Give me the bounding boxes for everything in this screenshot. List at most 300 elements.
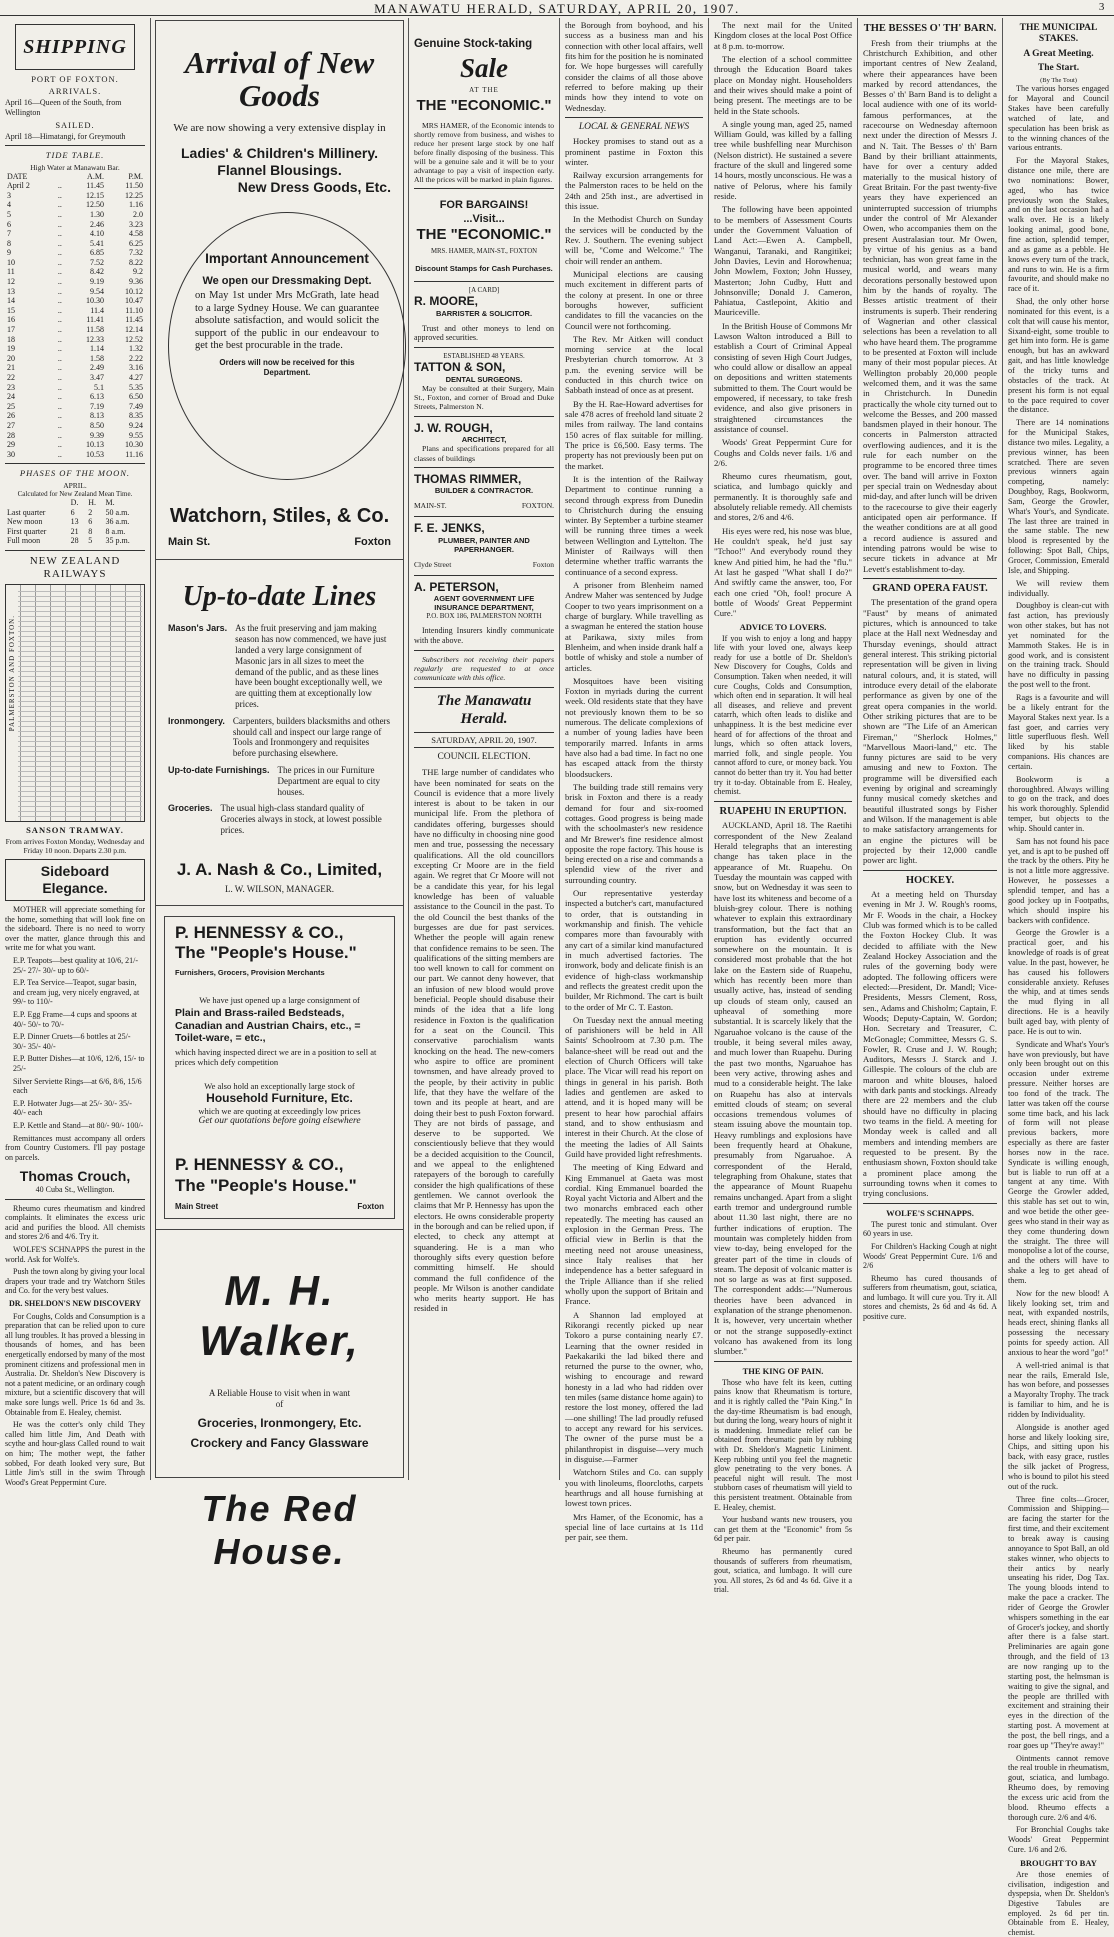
moon-row [5,527,145,537]
peterson-sub: AGENT GOVERNMENT LIFE INSURANCE DEPARTMENT, [433,594,535,613]
stakes-paragraph: Now for the new blood! A likely looking set, trim and neat, with expanded nostrils, heads erect, shining flanks all possessing the necessary points for speedy action. All anxious to hear the word "go!" [1008,1288,1109,1357]
stakes-paragraph: Ointments cannot remove the real trouble in rheumatism, gout, sciatica, and lumbago. Rheumo does, by removing the excess uric acid from the blood. Rheumo effects a thorough cure. 2/6 and 4/6. [1008,1753,1109,1822]
uptodate-item-label: Mason's Jars. [168,623,228,634]
railways-title: NEW ZEALAND RAILWAYS [29,554,121,581]
rimmer-sub: BUILDER & CONTRACTOR. [434,486,534,496]
economic-address: MRS. HAMER, MAIN-ST., FOXTON [430,247,538,255]
news-item: Rheumo cures rheumatism, gout, sciatica, and lumbago quickly and permanently. It is thoroughly safe and absolutely reliable remedy. All chemists and stores, 2/6 and 4/6. [714,471,852,523]
tide-row [5,181,145,191]
timetable-row-line [18,696,142,697]
hennessy-street: Main Street [175,1202,219,1212]
king-of-pain-text: Those who have felt its keen, cutting pains know that Rheumatism is torture, and it is rightly called the "Pain King." In the day-time Rheumatism is bad enough, but during the long, weary hours of night it is maddening. Immediate relief can be obtained from rheumatic pain by rubbing with Dr. Sheldon's Magnetic Liniment. Keep rubbing until you feel the magnetic glow penetrating to the very bones. A peaceful night will result. The most stubborn cases of rheumatism will yield to this persistent treatment. Obtainable from E. Healey, chemist. [714,1377,852,1512]
local-news-item: In the Methodist Church on Sunday the services will be conducted by the Rev. J. Southern. The evening subject will be, "Come and Welcome." The choir will render an anthem. [565,214,703,266]
timetable-row-line [18,801,142,802]
tide-cell: 11.45 [86,181,104,191]
moon-row [5,508,145,518]
timetable-row-line [18,711,142,712]
local-news-item: The building trade still remains very brisk in Foxton and there is a ready demand for four and six-roomed cottages. Good progress is being made with the schoolmaster's new residence and Mr Brewer's fine residence almost opposite the rope factory. This house is being erected on a rise and commands a splendid view of the river and surrounding country. [565,781,703,885]
tide-cell: 9.24 [129,420,143,430]
tide-row [5,200,145,210]
king-of-pain-heading: THE KING OF PAIN. [742,1365,824,1376]
tide-cell: 4 [7,200,11,210]
crouch-address: 40 Cuba St., Wellington. [35,1185,115,1195]
stakes-paragraph: Bookworm is a thoroughbred. Always willing to go on the track, and does his work thoroughly. Splendid temper, but objects to the whip. Should canter in. [1008,774,1109,833]
tide-cell: 11.4 [90,305,104,315]
col1-misc-paragraph: Push the town along by giving your local drapers your trade and try Watchorn Stiles and Co. for the very best values. [5,1267,145,1296]
tide-cell: 10 [7,257,15,267]
walker-title: M. H. Walker, [199,1266,360,1365]
uptodate-item [168,803,391,835]
timetable-row-line [18,706,142,707]
news-item: Woods' Great Peppermint Cure for Coughs and Colds never fails. 1/6 and 2/6. [714,437,852,468]
hennessy-ad [164,916,395,1219]
tide-cell: 1.16 [129,200,143,210]
jenks-town: Foxton [532,559,554,569]
timetable-row-line [18,626,142,627]
tide-cell: 10.30 [85,296,104,306]
besses-text: Fresh from their triumphs at the Christchurch Exhibition, and other important centres of New Zealand, where their appearances have been marked by record attendances, the Besses o' th' Barn Band is to delight a local audience with one of its world-famous performances, at the racecourse on Wednesday afternoon next under the direction of Messrs J. and N. Tait. The Besses o' th' Barn Band by their brilliant attainments, have for over a century added materially to the musical history of Great Britain. For the past twenty-five years they have experienced an uninterrupted succession of triumphs under the control of Mr Alexander Owen, who accompanies them on the present Australasian tour. Mr Owen, by virtue of his genius as a band technician, has won great fame in the musical world, and wears many decorations personally bestowed upon him by the hands of royalty. The Besses artistic treatment of their instruments is superb. Their rendering of Wagnerian and other classical selections has been a revelation to all who have heard them. The programme to be presented at Foxton will include many of their most popular pieces. At Wellington probably 20,000 people welcomed them, and it was the same in Christchurch. In Dunedin practically the whole city turned out to welcome the Besses, and 200 massed bandsmen played in their honour. The concerts in Palmerston attracted overflowing audiences, and it is the rule for each number on the programme to be encored three times over. The band will arrive in Foxton per special train on Wednesday about mid-day, and after lunch will be driven to the racecourse to give their eagerly anticipated open air performance. If the weather conditions are at all good a record audience is assured and intending patrons would be wise to secure tickets in advance at Mr Levett's establishment to-day. [863,37,997,574]
tide-cell: 7.49 [129,401,143,411]
announcement-sub: We open our Dressmaking Dept. [202,274,372,287]
tide-cell: 2.49 [89,363,104,373]
news-item: A single young man, aged 25, named William Gould, was killed by a falling tree while bushfelling near Murchison (Nelson district). He sustained a severe fracture of the skull and lingered some 14 hours, mostly unconscious. He was a native of Pelorus, where his family reside. [714,118,852,201]
walker-sub: A Reliable House to visit when in want of [208,1388,351,1410]
great-meeting: A Great Meeting. [1023,48,1094,59]
tide-cell: 6.50 [129,392,143,402]
sale-title: Sale [459,52,508,83]
tide-row [5,402,145,412]
column-5 [709,18,857,1595]
tide-cell: 4.27 [129,373,143,382]
tide-cell: .. [57,325,62,335]
timetable-row-line [18,771,142,772]
tide-header-cell [53,172,67,182]
timetable-row-line [18,726,142,727]
tide-cell: .. [57,219,62,229]
tide-cell: 24 [7,392,15,402]
tide-cell: 10.53 [85,449,104,459]
moon-cell: 8 a.m. [105,526,126,536]
local-news-item: Railway excursion arrangements for the Palmerston races to be held on the 24th and 25th inst., are advertised in this issue. [565,170,703,212]
tide-header-cell: DATE [7,171,28,181]
timetable-row-line [18,746,142,747]
red-house: The Red House. [201,1487,358,1572]
timetable-row-line [18,811,142,812]
tide-row [5,229,145,239]
tide-cell: 2.46 [89,219,104,229]
tide-cell: 12 [7,277,15,287]
timetable-row-line [18,616,142,617]
tide-header-cell: A.M. [87,171,104,181]
local-news-item: By the H. Rae-Howard advertises for sale 478 acres of freehold land situate 2 miles from railway. The land contains 150 acres of flax suitable for milling. The price is £6,500. Easy terms. The property has not previously been put on the market. [565,398,703,471]
tide-row [5,411,145,421]
tide-cell: 6.25 [129,238,143,248]
stakes-paragraph: There are 14 nominations for the Municipal Stakes, distance two miles. Legality, a previous winner, has been scratched. There are seven previous winners again competing, namely: Doughboy, Rags, Bookworm, Sam, George the Growler, What's Your's, and Syndicate. The last three are trained in the same stable. The new blood is represented by the following: Spot Ball, Chips, Grocer, Commission, Emerald Isle, and Shipping. [1008,418,1109,575]
stakes-paragraph: Shad, the only other horse nominated for this event, is a colt that will cause his mentor, Sixand-eight, some trouble to get him into form. He is game enough, but has an awkward gait, and has little knowledge of the tricky turns and obstacles of the track. At present his form is not equal to the pace required to cover the distance. [1008,297,1109,415]
timetable-row-line [18,646,142,647]
tide-cell: 19 [7,344,15,354]
local-news-item: A Shannon lad employed at Rikorangi recently picked up near Tokoro a purse containing nearly £7. Learning that the owner resided in Paekakariki the lad biked there and returned the purse to the owner, who, wishing to encourage and reward honesty in a lad who had ridden over ten miles (same distance home again) to restore the lost money, offered the lad—one shilling! The lad proudly refused to accept any reward for his services. The owner of the purse must be a philanthropist in disguise—very much in disguise.—Farmer [565,1309,703,1464]
tide-cell: 12.33 [85,334,104,344]
hennessy-sub: Furnishers, Grocers, Provision Merchants [175,967,325,977]
tide-cell: 8.13 [89,411,104,421]
tide-cell: 8.50 [89,420,104,430]
moon-note: Calculated for New Zealand Mean Time. [17,489,133,498]
brought-text: Are those enemies of civilisation, indigestion and dyspepsia, when Dr. Sheldon's Digestive Tabules are employed. 2s 6d per tin. Obtainable from E. Healey, chemist. [1008,1870,1109,1937]
timetable-row-line [18,701,142,702]
tide-row [5,440,145,450]
tide-row [5,267,145,277]
line-flannel: Flannel Blousings. [217,162,342,179]
get-quotations: Get our quotations before going elsewhere [198,1115,361,1126]
subscribers-note: Subscribers not receiving their papers regularly are requested to at once communicate with this office. [414,654,554,683]
local-news-item: Municipal elections are causing much excitement in different parts of the colony at present. In one or three boroughs however, sufficient candidates to fill the vacancies on the Council were not forthcoming. [565,268,703,331]
local-news-item: Watchorn Stiles and Co. can supply you with linoleums, floorcloths, carpets hearthrugs and all house furnishing at lowest town prices. [565,1467,703,1509]
tide-cell: 9.55 [129,430,143,440]
uptodate-item [168,765,391,797]
tide-cell: 2.0 [133,209,143,219]
hennessy-bold: Plain and Brass-railed Bedsteads, Canadian and Austrian Chairs, etc., = Toilet-ware, = etc., [175,1006,361,1045]
tide-cell: .. [57,277,62,287]
tide-cell: 6.13 [89,392,104,402]
timetable-row-line [18,676,142,677]
jenks-addr: Clyde Street [414,559,452,569]
local-news-item: It is the intention of the Railway Department to continue running a second through express from Dunedin to Christchurch during the ensuing winter. By September a turbine steamer will be running three times a week between Wellington and Lyttelton. The Minister of Railways will then determine whether traffic warrants the continuance of a second express. [565,473,703,577]
wolfe-text: The purest tonic and stimulant. Over 60 years in use. [863,1219,997,1239]
tide-cell: .. [57,286,62,296]
tide-cell: 12.14 [125,325,143,335]
tide-cell: 8.35 [129,411,143,421]
sideboard-item: E.P. Teapots—best quality at 10/6, 21/- 25/- 27/- 30/- up to 60/- [13,956,139,975]
timetable-row-line [18,736,142,737]
opera-text: The presentation of the grand opera "Faust" by means of animated pictures, which is announced to take place at the Hall next Wednesday and Thursday evenings, should attract general interest. This striking pictorial representation will be given in living natural colours, and, it is stated, will introduce every detail of the elaborate performance as given by one of the great opera companies in the world. Other striking pictures that are to be shown are "The Life of an American Fireman," "Sherlock Holmes," "Marvellous Maori-land," etc. The funny pictures are said to be very amusing and new to Foxton. The programme will be diversified each evening by original and screamingly funny musical comedy sketches and beautiful illustrated songs by Fisher and Wilson. If the management is able to make satisfactory arrangements for an engine the pictures will be projected by their 12,000 candle power arc light. [863,597,997,866]
moon-cell: 8 [88,526,93,536]
hennessy-body1: We have just opened up a large consignment of [199,994,360,1005]
besses-heading: THE BESSES O' TH' BARN. [863,23,997,34]
tide-cell: 12.25 [125,190,143,200]
tide-cell: 8.22 [129,257,143,267]
brought-heading: BROUGHT TO BAY [1020,1858,1097,1869]
tide-cell: .. [57,267,62,277]
local-news-item: Hockey promises to stand out as a prominent pastime in Foxton this winter. [565,136,703,167]
tide-cell: 10.47 [125,296,143,306]
moon-cell: 2 [88,507,93,517]
rough-name: J. W. ROUGH, [414,420,493,435]
tide-row [5,363,145,373]
news-item: His eyes were red, his nose was blue, He couldn't speak, he'd just say "Tchoo!" And everybody round they knew And pitied him, he had the "flu." At last he gasped "What shall I do?" And swiftly came the answer, too, For each one cried "Oh, fool! procure A bottle of Woods' Great Peppermint Cure." [714,525,852,619]
tide-cell: 10.12 [125,286,143,296]
tide-table [5,172,145,460]
hennessy-name-2: P. HENNESSY & CO., [175,1155,344,1175]
tide-cell: 3.23 [129,219,143,229]
hennessy-name: P. HENNESSY & CO., [175,922,344,942]
tide-cell: .. [57,181,62,191]
tide-cell: .. [57,449,62,459]
tide-row [5,325,145,335]
timetable-row-line [18,761,142,762]
stakes-paragraph: A well-tried animal is that near the rails, Emerald Isle, has won before, and possesses a Mayoralty Trophy. The track is familiar to him, and he is ridden by Individuality. [1008,1360,1109,1419]
timetable-row-line [18,776,142,777]
timetable-row-line [18,741,142,742]
tide-cell: .. [57,382,62,392]
moon-cell: 6 [88,517,93,527]
moon-header-cell [5,498,69,508]
port-heading: PORT OF FOXTON. [31,74,119,84]
tide-cell: 10.30 [125,440,143,450]
tide-cell: .. [57,305,62,315]
tide-cell: .. [57,200,62,210]
timetable-row-line [18,796,142,797]
uptodate-item-text: As the fruit preserving and jam making season has now commenced, we have just landed a very large consignment of Masonic jars in all sizes to meet the demand of the public, and as these lines have been bought exceptionally well, we are quitting them at exceptionally low prices. [235,623,387,710]
stakes-paragraph: Rags is a favourite and will be a likely entrant for the Mayoral Stakes next year. Is a fast goer, and carries very little superfluous flesh. Well liked by his stable companions. His chances are certain. [1008,692,1109,771]
moon-cell: 28 [70,536,79,546]
tide-cell: 9.2 [133,267,143,277]
timetable-row-line [18,641,142,642]
arrival-entry: April 16—Queen of the South, from Wellington [5,98,122,117]
stakes-paragraph: For the Mayoral Stakes, distance one mile, there are two nominations: Bower, aged, who has twice previously won the Stakes, and on the last occasion had a walk over. He is a likely looking animal, good bone, fine action, splendid temper, and as game as a pebble. He knows every turn of the track, and runs to win. He is a firm favourite, and should make no race of it. [1008,156,1109,294]
timetable-row-line [18,601,142,602]
railway-timetable [5,584,145,822]
tide-cell: 11.41 [86,315,104,325]
local-news-item: The meeting of King Edward and King Emmanuel at Gaeta was most cordial. King Emmanuel boarded the Royal yacht Victoria and Albert and the two monarchs embraced each other repeatedly. The meeting has caused an explosion in the German Press. The official view in Berlin is that the meeting need not arouse uneasiness, since Italy realises that her independence has a better safeguard in the Triple Alliance than if she relied wholly upon the support of Britain and France. [565,1162,703,1307]
firm-street: Main St. [168,535,211,548]
sideboard-item: E.P. Hotwater Jugs—at 25/- 30/- 35/- 40/- each [13,1098,132,1118]
moon-cell: 21 [70,526,79,536]
line-dress: New Dress Goods, Etc. [237,178,391,195]
stakes-paragraph: For Bronchial Coughs take Woods' Great Peppermint Cure. 1/6 and 2/6. [1008,1825,1109,1855]
tide-cell: .. [57,392,62,402]
tide-cell: .. [57,363,62,373]
sideboard-item: E.P. Butter Dishes—at 10/6, 12/6, 15/- to 25/- [13,1054,145,1073]
economic-title-2: THE "ECONOMIC." [416,225,552,243]
tide-cell: 11.16 [125,449,143,459]
timetable-row-line [18,791,142,792]
timetable-row-line [18,716,142,717]
showing-text: We are now showing a very extensive display in [173,122,386,135]
moon-header-cell: D. [70,497,79,507]
hockey-heading: HOCKEY. [905,874,955,886]
advice-heading: ADVICE TO LOVERS. [739,621,827,632]
timetable-row-line [18,661,142,662]
uptodate-item-text: The prices in our Furniture Department are equal to city houses. [277,765,380,797]
stakes-paragraph: Sam has not found his pace yet, and is apt to be pushed off the track by the others. Pity he is not a little more aggressive. However, he possesses a splendid temper, and has a good jockey up in Footpaths, which should inspire his backers with confidence. [1008,836,1109,925]
herald-date: SATURDAY, APRIL 20, 1907. [431,734,537,745]
tide-row [5,383,145,393]
council-article: THE large number of candidates who have been nominated for seats on the Council is evidence that a more lively interest is about to be taken in our municipal life. From the plethora of candidates offering, burgesses should have no difficulty in choosing nine good men and true, possessing the necessary qualifications. All the old councillors excepting Cr Moore are in the field again. We regret that Cr Moore will not be a candidate this year, for his legal knowledge has been of valuable assistance to the Council in the past. To the old Council the best thanks of the burgesses are due for past services. Whether the people will again renew that confidence remains to be seen. The qualifications of the sitting members are too well known to call for comment on our part. We cannot deny however, that an infusion of new blood would prove beneficial. People should disabuse their minds of the idea that a life long residence in Foxton is the qualification for a seat on the Council. This conservative parochialism wants knocking on the head. The new-comers who aspire to office are prominent townsmen, and have already proved to the people, by their activity in public life, that they have the welfare of the town and its people at heart, and are doing their best to push Foxton forward. They are not birds of passage, and deserve to be supported. We conscientiously believe that they would be a decided acquisition to the Council, and we appeal to the enlightened ratepayers of the borough to carefully consider the high qualifications of these gentlemen. We cannot overlook the claims that Mr P. Hennessy has upon the electors. He owns considerable property in the borough and can be relied upon, if elected, to check any attempt at squandering. He is a man who thoroughly sifts every question before committing himself. He should command the full confidence of the people. Mr Wilson is another candidate who merits hearty support. He has resided in [414,767,554,1314]
visit: ...Visit... [463,212,505,225]
local-news-item: Mosquitoes have been visiting Foxton in myriads during the current week. Old residents state that they have not previously known them to be so numerous. The delicate complexions of a number of young ladies have been temporarily marred. Infants in arms have also had a bad time. In fact no one has escaped attack from the thirsty bloodsuckers. [565,675,703,779]
tide-cell: 14 [7,296,15,306]
tatton-sub: DENTAL SURGEONS. [445,374,523,384]
at-the: AT THE [469,86,499,95]
tide-cell: .. [57,430,62,440]
tide-row [5,277,145,287]
hennessy-body2: which having inspected direct we are in a position to sell at prices which defy competition [175,1046,377,1067]
railway-section-label: PALMERSTON AND FOXTON. [8,615,16,732]
tide-cell: 6 [7,219,11,229]
column-6 [858,18,1002,1480]
timetable-row-line [18,671,142,672]
tide-cell: 7.32 [129,248,143,258]
tide-title: TIDE TABLE. [45,150,105,161]
col1-misc-paragraph: Rheumo cures rheumatism and kindred complaints. It eliminates the excess uric acid and purifies the blood. All chemists and stores 2/6 and 4/6. Try it. [5,1203,145,1242]
news-item: In the British House of Commons Mr Lawson Walton introduced a Bill to establish a Court of Criminal Appeal consisting of seven High Court Judges, who could allow or disallow an appeal on depositions and written statements submitted to them. The Court would be empowered, if necessary, to take fresh evidence, and also give prisoners in straightened circumstances the assistance of counsel. [714,320,852,434]
tide-cell: 28 [7,430,15,440]
moore-name: R. MOORE, [414,294,479,309]
hennessy-body4: which we are quoting at exceedingly low prices [198,1105,361,1116]
tide-cell: 11 [7,267,15,277]
tatton-name: TATTON & SON, [414,360,506,375]
moon-month: APRIL. [63,480,87,490]
rheumo-ad: Rheumo has permanently cured thousands of sufferers from rheumatism, gout, sciatica, and lumbago. It will cure you. All stores, 2s 6d and 4s 6d. Give it a trial. [714,1546,852,1595]
tramway-title: SANSON TRAMWAY. [26,825,124,836]
timetable-row-line [18,766,142,767]
peoples-house-2: The "People's House." [175,1175,357,1195]
tide-cell: 9.36 [129,277,143,287]
tide-cell: 25 [7,401,15,411]
tide-cell: 9.19 [89,277,104,287]
tide-cell: 11.50 [125,181,143,191]
masthead-title: MANAWATU HERALD, SATURDAY, APRIL 20, 1907. [374,1,740,16]
column-3 [409,18,559,1480]
moon-cell: New moon [7,517,43,527]
moon-header-cell: H. [88,497,96,507]
tide-row [5,335,145,345]
tide-cell: 3.16 [129,363,143,373]
moon-cell: 50 a.m. [105,507,130,517]
tide-cell: .. [57,248,62,258]
uptodate-item [168,623,391,709]
local-news-item: On Tuesday next the annual meeting of parishioners will be held in All Saints' Schoolroom at 7.30 p.m. The balance-sheet will be read out and the election of Church Officers will take place. The Vicar will read his report on things in general in his parish. Both ladies and gentlemen are asked to attend, and it is hoped many will be present to hear how parochial affairs stand, and to show enthusiasm and interest in their Church. At the close of the meeting the ladies of All Saints Guild have provided light refreshments. [565,1014,703,1159]
col1-misc-paragraph: WOLFE'S SCHNAPPS the purest in the world. Ask for Wolfe's. [5,1245,145,1264]
moon-cell: 35 p.m. [105,536,130,546]
moon-row [5,536,145,546]
uptodate-title: Up-to-date Lines [182,580,377,612]
moon-row [5,517,145,527]
rheumo-ad-2: Rheumo has cured thousands of sufferers from rheumatism, gout, sciatica, and lumbago. It will cure you. Try it. All stores and chemists, 2s 6d and 4s 6d. A positive cure. [863,1273,997,1322]
timetable-row-line [18,611,142,612]
ad-watchorn [155,20,404,1572]
tide-cell: .. [57,257,62,267]
tide-cell: 8 [7,238,11,248]
timetable-row-line [18,631,142,632]
local-news-item: A prisoner from Blenheim named Andrew Maher was sentenced by Judge Cooper to two years imprisonment on a charge of burglary. While travelling as a swagman he entered the station house at Parikawa, sixty miles from Blenheim, and when inside drank half a bottle of whisky and stole a number of articles. [565,580,703,673]
tide-row [5,373,145,383]
tide-cell: 12.50 [85,200,104,210]
rimmer-name: THOMAS RIMMER, [414,471,522,486]
rough-body: Plans and specifications prepared for all classes of buildings [414,444,554,463]
opera-heading: GRAND OPERA FAUST. [872,582,988,594]
hennessy-body3: We also hold an exceptionally large stock of [204,1081,355,1092]
herald-title: The Manawatu Herald. [436,692,532,727]
tide-cell: 1.58 [89,353,104,363]
economic-title: THE "ECONOMIC." [416,96,552,114]
stakes-paragraph: Alongside is another aged horse and likely looking sire, Chips, and sitting upon his back, with easy grace, rustles the silk jacket of Progress, who is bound to pilot his steed out of the ruck. [1008,1422,1109,1491]
remittance-note: Remittances must accompany all orders from Country Customers. I'll pay postage on parcels. [5,1133,145,1162]
advice-text: If you wish to enjoy a long and happy life with your loved one, always keep ready for use a bottle of Dr. Sheldon's New Discovery for Coughs, Colds and Consumption. Taken when needed, it will cure Coughs, Colds and Consumption, which often end in separation. It will heal all diseases, and relieve and prevent catarrh, which often leads to dislike and unhappiness. It is the best medicine ever heard of for affections of the throat and lungs, which so often attack lovers, married folk, and single people. You cannot afford to cure, or money back. You cannot do better than try it. You had better try it to-day. Obtainable from E. Healey, chemist. [714,633,852,797]
announcement-note: Orders will now be received for this Department. [219,358,355,377]
timetable-row-line [18,781,142,782]
sale-top: Genuine Stock-taking [414,38,533,50]
timetable-row-line [18,816,142,817]
tide-header-cell: P.M. [128,171,143,181]
tide-row [5,315,145,325]
tide-cell: .. [57,353,62,363]
tide-cell: 6.85 [89,248,104,258]
watchorn-firm: Watchorn, Stiles, & Co. [169,504,390,527]
tide-row [5,220,145,230]
tide-cell: 9.39 [89,430,104,440]
tide-cell: 7.52 [89,257,104,267]
announcement-oval [168,212,406,480]
tide-cell: 23 [7,382,15,392]
col1-misc-paragraph: He was the cotter's only child They called him little Jim, And Death with scythe and hour-glass Called round to wait on him; The mother wept, the father sobbed, For death looked very sure, But Little Jim's still in the swim Through Wood's Great Peppermint Cure. [5,1420,145,1487]
tide-row [5,421,145,431]
uptodate-item-label: Ironmongery. [168,715,225,726]
tide-cell: 11.58 [86,325,104,335]
tide-cell: 12.15 [85,190,104,200]
sailed-heading: SAILED. [55,119,95,130]
uptodate-item-label: Groceries. [168,803,213,814]
tide-cell: .. [57,190,62,200]
uptodate-item-label: Up-to-date Furnishings. [168,765,270,776]
rimmer-town: FOXTON. [521,501,554,511]
tide-cell: 17 [7,325,15,335]
tide-cell: 18 [7,334,15,344]
news-item: The election of a school committee through the Education Board takes place on Monday night. Householders and their wives should make a point of being present. The meetings are to be held in the State schools. [714,53,852,116]
timetable-row-line [18,666,142,667]
column-2 [151,18,408,1572]
the-start: The Start. [1037,63,1080,74]
tide-row [5,392,145,402]
arrivals-heading: ARRIVALS. [48,86,102,97]
news-item: The next mail for the United Kingdom closes at the local Post Office at 8 p.m. to-morrow. [714,20,852,51]
tide-cell: 5.41 [89,238,104,248]
shipping-logo: SHIPPING [15,24,135,70]
sideboard-title: Sideboard Elegance. [5,859,145,901]
tide-row [5,344,145,354]
timetable-row-line [18,596,142,597]
sideboard-intro: MOTHER will appreciate something for the home, something that will look fine on the sideboard. There is no need to worry over the matter, glance through this and write me for what you want. [5,905,145,953]
sideboard-item: E.P. Dinner Cruets—6 bottles at 25/- 30/- 35/- 40/- [13,1032,131,1051]
tide-cell: 9.54 [89,286,104,296]
timetable-row-line [18,621,142,622]
sideboard-item: E.P. Tea Service—Teapot, sugar basin, and cream jug, very nicely engraved, at 99/- to 110/- [13,978,140,1007]
tide-cell: 10.13 [85,440,104,450]
tide-cell: 2.22 [129,353,143,363]
stakes-paragraph: We will review them individually. [1008,578,1109,598]
moon-cell: Last quarter [7,507,46,517]
tide-cell: 1.30 [89,209,104,219]
tide-cell: 9 [7,248,11,258]
tide-row [5,210,145,220]
masthead [0,0,1114,16]
moon-table [5,498,145,546]
tatton-body: May be consulted at their Surgery, Main St., Foxton, and corner of Broad and Duke Streets, Palmerston N. [414,383,554,412]
uptodate-item-text: The usual high-class standard quality of Groceries always in stock, at lowest possible prices. [220,803,382,835]
col1-misc-paragraph: DR. SHELDON'S NEW DISCOVERY [8,1299,142,1309]
tide-cell: 20 [7,353,15,363]
discount-stamps: Discount Stamps for Cash Purchases. [415,263,553,273]
tide-cell: 4.58 [129,229,143,239]
ruapehu-text: AUCKLAND, April 18. The Raetihi correspondent of the New Zealand Herald telegraphs that an interesting change has taken place in the appearance of Mt. Ruapehu. On Tuesday the mountain was capped with snow, but on Wednesday it was seen to have lost its whiteness and become of a bluish-grey colour. There is nothing whatever to explain this extraordinary transformation, but the fact that an eruption has evidently occurred somewhere on the mountain. It is considered most probable that the hot lake on the Eastern side of Ruapehu, which has recently been more than usually active, has, instead of sending up clouds of steam only, caused an upheaval of something more substantial. It is scarcely likely that the Ngaruahoe volcano is the cause of the trouble, it being several miles away, and much lower than Ruapehu. During the past two months, Ngaruahoe has been very active, throwing ashes and mud to a considerable height. The lake on Ruapehu has also at intervals emitted clouds of steam; on several occasions tremendous volumes of steam issuing above the mountain top. Heavy rumblings and explosions have been frequently heard at Ohakune, presumably from Ngaruahoe. A correspondent of the Herald, telegraphing from Ohakune, states that the appearance of Mount Ruapehu remains unchanged. Apart from a slight earth tremor and underground rumble about 11.30 last night, there are no further indications of eruption. The mountain was completely hidden from view to-day, being enveloped for the greater part of the time in clouds of steam. The deposit of volcanic matter is not so large as was at first supposed. The correspondent adds:—"Numerous theories have been advanced in explanation of the strange phenomenon. It is, however, very uncertain whether or not the strange supposedly-extinct volcano has awakened from its long slumber." [714,820,852,1357]
timetable-row-line [18,686,142,687]
tide-cell: .. [57,411,62,421]
tide-row [5,431,145,441]
mrs-hamer-text: MRS HAMER, of the Economic intends to shortly remove from business, and wishes to reduce her present large stock by one half before finally disposing of the business. This will be a genuine sale and it will be to your advantage to pay a visit of inspection early. All the prices will be marked in plain figures. [414,120,554,185]
tide-cell: 7.19 [89,401,104,411]
tide-row [5,191,145,201]
